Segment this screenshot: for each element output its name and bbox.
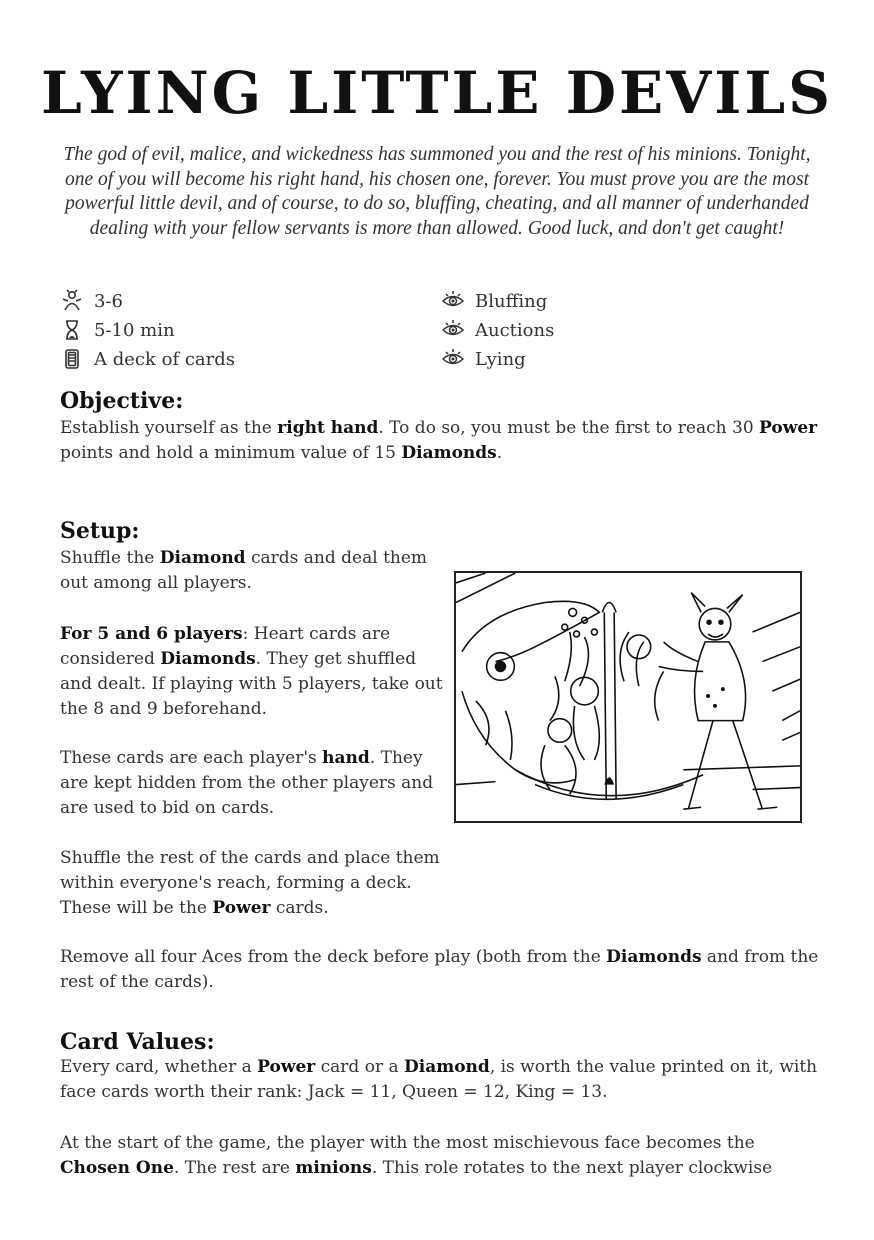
eye-icon [441,318,465,342]
setup-paragraph-1: Shuffle the Diamond cards and deal them out among all players. [60,548,428,593]
setup-paragraph-4: Shuffle the rest of the cards and place them within everyone's reach, forming a deck. These will be the Power cards. [60,848,440,918]
mechanic-item [441,316,554,344]
players-value: 3-6 [94,290,123,312]
devils-woodcut-illustration [454,571,802,823]
players-stat [60,287,123,315]
mechanic-item [441,287,547,315]
card-values-paragraph-1: Every card, whether a Power card or a Diamond, is worth the value printed on it, with face cards worth their rank: Jack = 11, Queen = 12, King = 13. [60,1057,818,1102]
hourglass-icon [60,318,84,342]
objective-heading: Objective: [60,388,184,414]
mechanic-label: Lying [475,348,526,370]
components-stat [60,345,235,373]
setup-paragraph-2: For 5 and 6 players: Heart cards are considered Diamonds. They get shuffled and dealt. If playing with 5 players, take out the 8 and 9 beforehand. [60,624,443,719]
mechanic-item [441,345,526,373]
intro-flavor-text: The god of evil, malice, and wickedness has summoned you and the rest of his minions. Tonight, one of you will become his right hand, his chosen one, forever. You must prove you are the most powerful little devil, and of course, to do so, bluffing, cheating, and all manner of underhanded dealing with your fellow servants is more than allowed. Good luck, and don't get caught! [63,144,811,239]
players-icon [60,289,84,313]
card-deck-icon [60,347,84,371]
mechanic-label: Auctions [475,319,555,341]
time-stat [60,316,175,344]
objective-text: Establish yourself as the right hand. To do so, you must be the first to reach 30 Power points and hold a minimum value of 15 Diamonds. [60,418,818,463]
setup-paragraph-5: Remove all four Aces from the deck before play (both from the Diamonds and from the rest of the cards). [60,947,819,992]
eye-icon [441,289,465,313]
setup-heading: Setup: [60,518,140,544]
mechanic-label: Bluffing [475,290,548,312]
page-title: LYING LITTLE DEVILS [41,59,833,127]
time-value: 5-10 min [94,319,175,341]
setup-paragraph-3: These cards are each player's hand. They are kept hidden from the other players and are used to bid on cards. [60,748,434,818]
card-values-paragraph-2: At the start of the game, the player with the most mischievous face becomes the Chosen One. The rest are minions. This role rotates to the next player clockwise [60,1133,773,1178]
eye-icon [441,347,465,371]
card-values-heading: Card Values: [60,1029,215,1055]
components-value: A deck of cards [94,348,236,370]
